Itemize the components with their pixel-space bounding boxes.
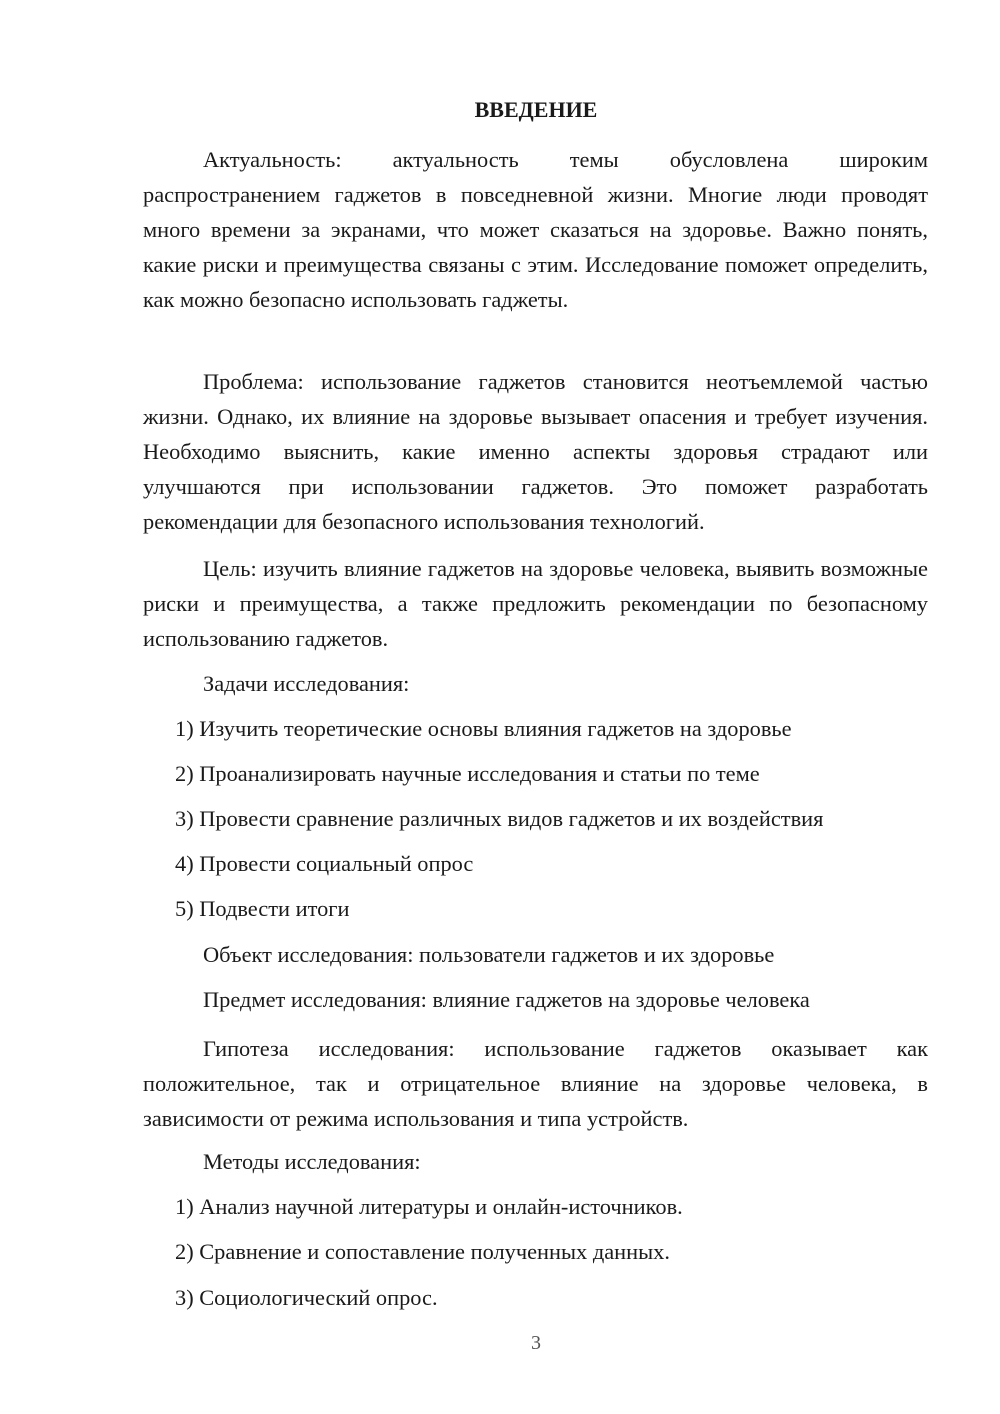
tasks-title: Задачи исследования: [203,671,410,696]
hypothesis-paragraph: Гипотеза исследования: использование гаджетов оказывает как положительное, так и отрицательное влияние на здоровье человека, в зависимости от режима использования и типа устройств. [143,1036,928,1131]
subject-line: Предмет исследования: влияние гаджетов на здоровье человека [203,987,810,1012]
method-item-2: 2) Сравнение и сопоставление полученных данных. [175,1239,670,1264]
methods-title: Методы исследования: [203,1149,421,1174]
task-item-3: 3) Провести сравнение различных видов гаджетов и их воздействия [175,806,824,831]
method-item-3: 3) Социологический опрос. [175,1285,438,1310]
problem-paragraph: Проблема: использование гаджетов становится неотъемлемой частью жизни. Однако, их влияние на здоровье вызывает опасения и требует изучения. Необходимо выяснить, какие именно аспекты здоровья страдают или улучшаются при использовании гаджетов. Это поможет разработать рекомендации для безопасного использования технологий. [143,369,928,534]
relevance-paragraph: Актуальность: актуальность темы обусловлена широким распространением гаджетов в повседневной жизни. Многие люди проводят много времени за экранами, что может сказаться на здоровье. Важно понять, какие риски и преимущества связаны с этим. Исследование поможет определить, как можно безопасно использовать гаджеты. [143,147,928,312]
object-line: Объект исследования: пользователи гаджетов и их здоровье [203,942,775,967]
task-item-2: 2) Проанализировать научные исследования и статьи по теме [175,761,760,786]
section-heading: ВВЕДЕНИЕ [474,97,598,122]
method-item-1: 1) Анализ научной литературы и онлайн-источников. [175,1194,683,1219]
task-item-5: 5) Подвести итоги [175,896,350,921]
goal-paragraph: Цель: изучить влияние гаджетов на здоровье человека, выявить возможные риски и преимущества, а также предложить рекомендации по безопасному использованию гаджетов. [143,556,928,651]
task-item-4: 4) Провести социальный опрос [175,851,474,876]
page-number: 3 [531,1332,541,1354]
task-item-1: 1) Изучить теоретические основы влияния гаджетов на здоровье [175,716,792,741]
